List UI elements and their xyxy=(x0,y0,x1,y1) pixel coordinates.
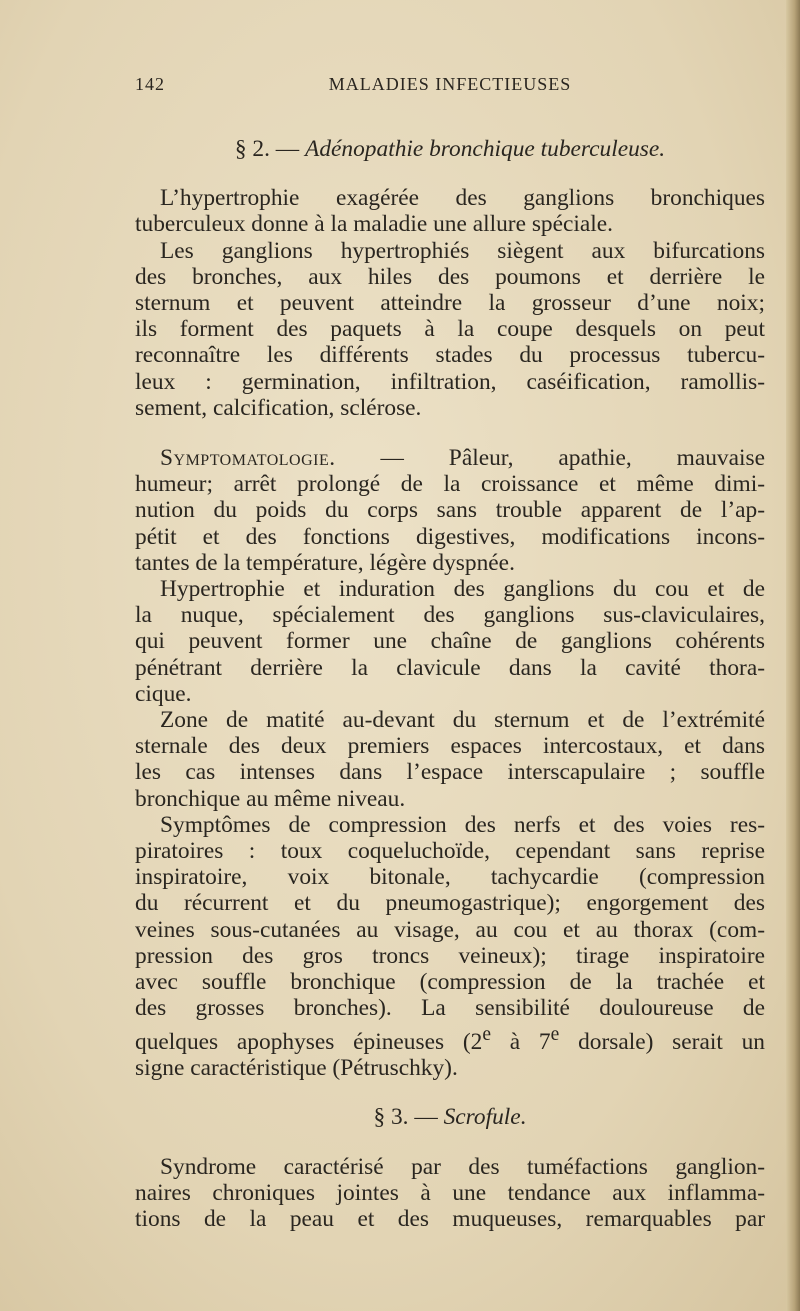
text-line: sement, calcification, sclérose. xyxy=(135,394,422,421)
paragraph-7 xyxy=(135,1154,765,1233)
text-line xyxy=(135,1022,765,1055)
text-line: signe caractéristique (Pétruschky). xyxy=(135,1054,458,1081)
paragraph-4 xyxy=(135,576,765,707)
running-head: MALADIES INFECTIEUSES xyxy=(328,74,572,94)
text-line: pétit et des fonctions digestives, modifications incons- xyxy=(135,523,765,550)
text-run: quelques apophyses épineuses (2 xyxy=(135,1028,483,1055)
page-header xyxy=(135,74,765,98)
text-line: inspiratoire, voix bitonale, tachycardie (compression xyxy=(135,864,765,891)
text-line: Les ganglions hypertrophiés siègent aux bifurcations xyxy=(160,237,765,264)
text-line: pression des gros troncs veineux); tirage inspiratoire xyxy=(135,942,765,969)
text-line: Zone de matité au-devant du sternum et de l’extrémité xyxy=(160,707,765,734)
paragraph-3 xyxy=(135,445,765,576)
superscript: e xyxy=(550,1023,560,1045)
text-line: leux : germination, infiltration, caséification, ramollis- xyxy=(135,368,765,395)
text-line: humeur; arrêt prolongé de la croissance et même dimi- xyxy=(135,471,765,498)
text-line: ils forment des paquets à la coupe desquels on peut xyxy=(135,316,765,343)
section-3-heading xyxy=(135,1104,765,1130)
text-line: bronchique au même niveau. xyxy=(135,785,406,812)
text-line: du récurrent et du pneumogastrique); engorgement des xyxy=(135,890,765,917)
text-line: les cas intenses dans l’espace interscapulaire ; souffle xyxy=(135,759,765,786)
text-line: tantes de la température, légère dyspnée. xyxy=(135,549,515,576)
text-line: reconnaître les différents stades du processus tubercu- xyxy=(135,342,765,369)
text-line: des bronches, aux hiles des poumons et derrière le xyxy=(135,263,765,290)
text-line: la nuque, spécialement des ganglions sus-claviculaires, xyxy=(135,602,765,629)
paragraph-1 xyxy=(135,185,765,237)
text-line: qui peuvent former une chaîne de ganglions cohérents xyxy=(135,628,765,655)
text-line: L’hypertrophie exagérée des ganglions bronchiques xyxy=(160,185,765,212)
text-line xyxy=(135,445,765,471)
text-line: tuberculeux donne à la maladie une allure spéciale. xyxy=(135,211,613,238)
text-line: Symptômes de compression des nerfs et des voies res- xyxy=(160,811,765,838)
text-line: avec souffle bronchique (compression de la trachée et xyxy=(135,969,765,996)
text-run: dorsale) serait un xyxy=(559,1028,766,1055)
text-line: Hypertrophie et induration des ganglions du cou et de xyxy=(160,576,765,603)
paragraph-6 xyxy=(135,812,765,1081)
page-edge-shadow xyxy=(786,0,800,1311)
text-line: naires chroniques jointes à une tendance aux inflamma- xyxy=(135,1180,765,1207)
superscript: e xyxy=(482,1023,491,1045)
paragraph-5 xyxy=(135,707,765,812)
text-run: à 7 xyxy=(491,1028,551,1055)
section-3-title: Scrofule. xyxy=(443,1103,527,1130)
symptomatology-label: Symptomatologie. xyxy=(160,445,336,472)
text-line: piratoires : toux coqueluchoïde, cependant sans reprise xyxy=(135,838,765,865)
text-line: Syndrome caractérisé par des tuméfactions ganglion- xyxy=(160,1153,765,1180)
text-line: nution du poids du corps sans trouble apparent de l’ap- xyxy=(135,497,765,524)
page-number: 142 xyxy=(135,74,165,94)
section-2-number: § 2. — xyxy=(234,136,306,162)
section-2-title: Adénopathie bronchique tuberculeuse. xyxy=(305,136,666,162)
text-line: cique. xyxy=(135,680,192,707)
section-3-number: § 3. — xyxy=(373,1103,444,1130)
section-2-heading xyxy=(135,136,765,162)
text-line: pénétrant derrière la clavicule dans la cavité thora- xyxy=(135,654,765,681)
paragraph-2 xyxy=(135,238,765,421)
text-line: sternale des deux premiers espaces intercostaux, et dans xyxy=(135,733,765,760)
text-line: tions de la peau et des muqueuses, remarquables par xyxy=(135,1206,765,1233)
text-line: sternum et peuvent atteindre la grosseur d’une noix; xyxy=(135,290,765,317)
text-line: veines sous-cutanées au visage, au cou et au thorax (com- xyxy=(135,916,765,943)
text-run: — Pâleur, apathie, mauvaise xyxy=(335,445,765,472)
text-line: des grosses bronches). La sensibilité douloureuse de xyxy=(135,995,765,1022)
body-text xyxy=(135,136,765,1233)
